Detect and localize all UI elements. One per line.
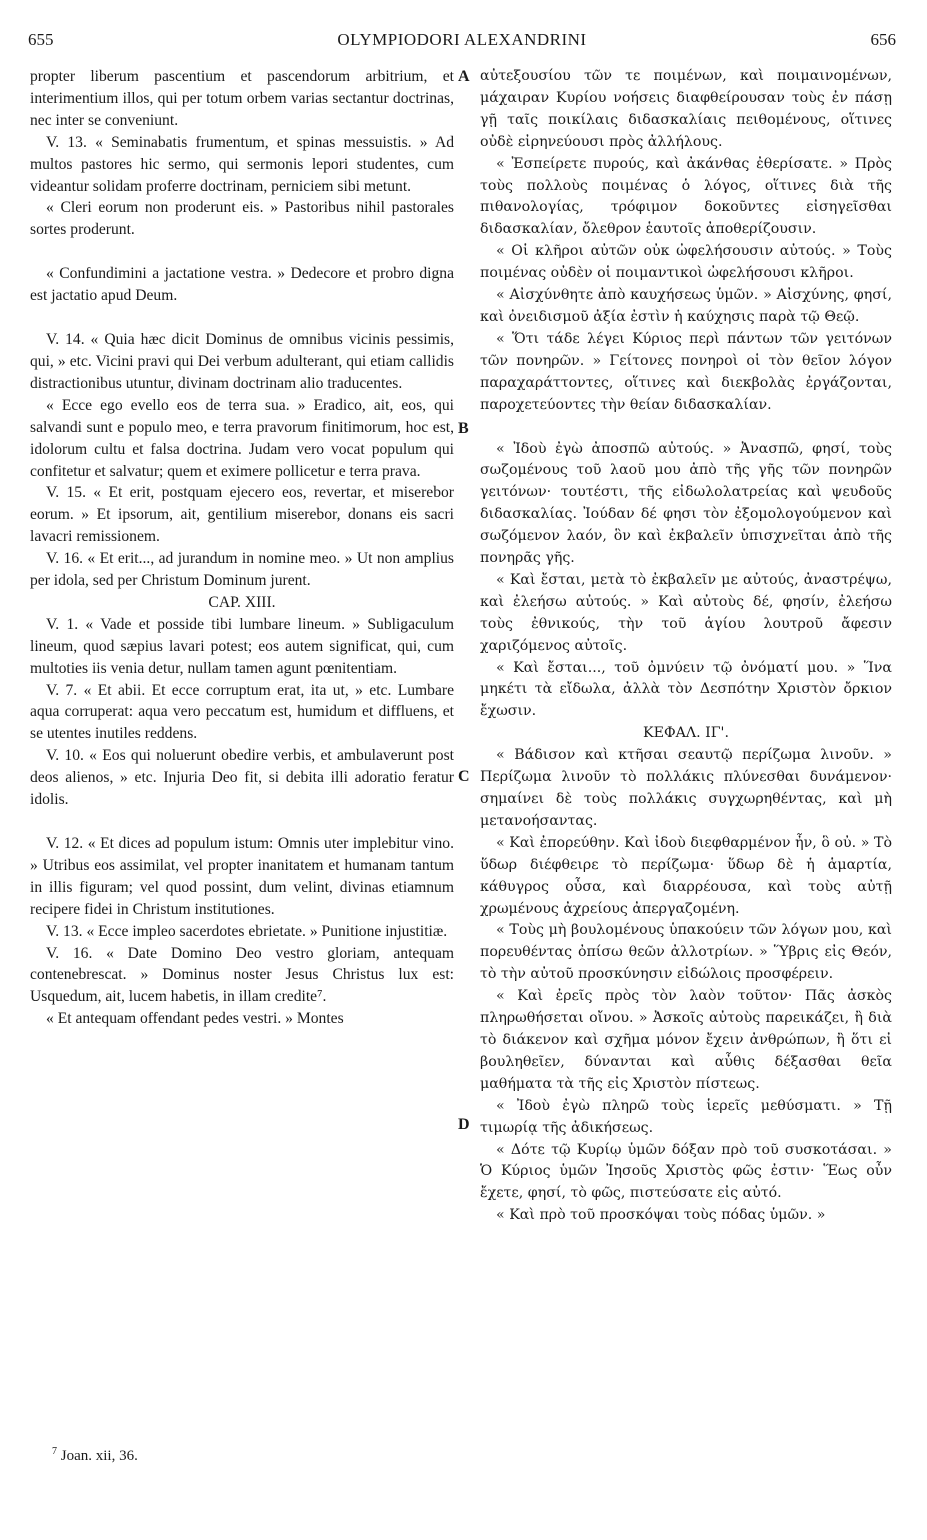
greek-paragraph: « Καὶ ἔσται..., τοῦ ὀμνύειν τῷ ὀνόματί μου. » Ἵνα μηκέτι τὰ εἴδωλα, ἀλλὰ τὸν Δεσπότην Χριστὸν ὄρκιον ἔχωσιν.	[480, 659, 892, 720]
greek-paragraph: « Καὶ ἐπορεύθην. Καὶ ἰδοὺ διεφθαρμένον ἦν, ὃ οὐ. » Τὸ ὕδωρ διέφθειρε τὸ περίζωμα· ὕδωρ δὲ ἡ ἁμαρτία, κάθυγρος οὖσα, καὶ διαρρέουσα, καὶ τοὺς αὐτῇ χρωμένους ἀχρείους ἀπεργαζομένη.	[480, 834, 892, 917]
chapter-heading-latin: CAP. XIII.	[208, 593, 276, 611]
latin-paragraph: V. 12. « Et dices ad populum istum: Omnis uter implebitur vino. » Utribus eos assimilat, vel propter inanitatem et humanam tantum in illis figuram; vel quod possint, dum velint, divinas etiamnum recipere fidei in Christum institutiones.	[30, 835, 454, 918]
greek-paragraph: « Καὶ ἐρεῖς πρὸς τὸν λαὸν τοῦτον· Πᾶς ἀσκὸς πληρωθήσεται οἴνου. » Ἀσκοῖς αὐτοὺς παρεικάζει, ἢ διὰ τὸ διάκενον καὶ σχῆμα μόνον ἔχειν ἀνθρώπων, ἢ ὅτι εἰ βουληθεῖεν, δύνανται καὶ αὖθις δέξασθαι θεῖα μαθήματα τὰ τῆς εἰς Χριστὸν πίστεως.	[480, 988, 892, 1092]
latin-paragraph: « Confundimini a jactatione vestra. » Dedecore et probro digna est jactatio apud Deum.	[30, 265, 454, 305]
greek-paragraph: « Ἰδοὺ ἐγὼ πληρῶ τοὺς ἱερεῖς μεθύσματι. » Τῇ τιμωρίᾳ τῆς ἀδικήσεως.	[480, 1097, 892, 1136]
margin-marker-a: A	[458, 68, 470, 85]
chapter-heading-greek: ΚΕΦΑΛ. ΙΓ'.	[643, 725, 729, 742]
greek-paragraph: « Βάδισον καὶ κτῆσαι σεαυτῷ περίζωμα λινοῦν. » Περίζωμα λινοῦν τὸ πολλάκις πλύνεσθαι δυνάμενον· σημαίνει δὲ τοὺς πολλάκις συγχωρηθέντας, καὶ μὴ μετανοήσαντας.	[480, 747, 892, 829]
latin-paragraph: V. 13. « Seminabatis frumentum, et spinas messuistis. » Ad multos pastores hic sermo, qui sermonis lepori studentes, cum videantur solidam proferre doctrinam, perniciem sibi metunt.	[30, 133, 454, 195]
page-number-right: 656	[870, 30, 896, 49]
greek-paragraph: « Δότε τῷ Κυρίῳ ὑμῶν δόξαν πρὸ τοῦ συσκοτάσαι. » Ὁ Κύριος ὑμῶν Ἰησοῦς Χριστὸς φῶς ἐστιν· Ἕως οὖν ἔχετε, φησί, τὸ φῶς, πιστεύσατε εἰς αὐτό.	[480, 1141, 892, 1202]
margin-marker-b: B	[458, 420, 469, 437]
latin-paragraph: V. 7. « Et abii. Et ecce corruptum erat, ita ut, » etc. Lumbare aqua corruperat: aqua vero peccatum est, humidum et diffluens, et se utentes inutiles reddens.	[30, 681, 454, 743]
greek-column	[480, 66, 892, 1227]
greek-paragraph: « Οἱ κλῆροι αὐτῶν οὐκ ὠφελήσουσιν αὐτούς. » Τοὺς ποιμένας οὐδὲν οἱ ποιμαντικοὶ ὠφελήσουσι κλῆροι.	[480, 243, 892, 282]
latin-paragraph: V. 16. « Date Domino Deo vestro gloriam, antequam contenebrescat. » Dominus noster Jesus Christus lux est: Usquedum, ait, lucem habetis, in illam credite⁷.	[30, 944, 454, 1006]
latin-paragraph: V. 10. « Eos qui noluerunt obedire verbis, et ambulaverunt post deos alienos, » etc. Injuria Deo fit, si debita illi adoratio feratur idolis.	[30, 747, 454, 809]
greek-paragraph: « Ἰδοὺ ἐγὼ ἀποσπῶ αὐτούς. » Ἀνασπῶ, φησί, τοὺς σωζομένους τοῦ λαοῦ μου ἀπὸ τῆς γῆς τῶν πονηρῶν γειτόνων· τουτέστι, τῆς εἰδωλολατρείας καὶ ψευδοῦς διδασκαλίας. Ἰούδαν δέ φησι τὸν ἐξομολογούμενον καὶ σωζόμενον λαόν, ὃν καὶ ἐκβαλεῖν ὑπισχνεῖται ἀπὸ τῆς πονηρᾶς γῆς.	[480, 440, 892, 567]
latin-paragraph: V. 16. « Et erit..., ad jurandum in nomine meo. » Ut non amplius per idola, sed per Christum Dominum jurent.	[30, 550, 454, 590]
greek-paragraph: « Καὶ ἔσται, μετὰ τὸ ἐκβαλεῖν με αὐτούς, ἀναστρέψω, καὶ ἐλεήσω αὐτούς. » Καὶ αὐτοὺς δέ, φησίν, ἐλεήσω τοὺς ἐθνικούς, τὴν τοῦ ἁγίου λουτροῦ ἄφεσιν χαριζόμενος αὐτοῖς.	[480, 571, 892, 654]
latin-paragraph: « Cleri eorum non proderunt eis. » Pastoribus nihil pastorales sortes proderunt.	[30, 199, 454, 239]
latin-paragraph: V. 13. « Ecce impleo sacerdotes ebrietate. » Punitione injustitiæ.	[46, 922, 448, 940]
margin-marker-d: D	[458, 1116, 470, 1133]
footnote-mark: 7	[52, 1446, 57, 1457]
greek-paragraph: « Ἐσπείρετε πυρούς, καὶ ἀκάνθας ἐθερίσατε. » Πρὸς τοὺς πολλοὺς ποιμένας ὁ λόγος, οἵτινες διὰ τῆς πιθανολογίας, τρόφιμον δοκοῦντες εἰσηγεῖσθαι διδασκαλίαν, ὄλεθρον ἑαυτοῖς ἀποθερίζουσιν.	[480, 155, 892, 238]
greek-paragraph: « Αἰσχύνθητε ἀπὸ καυχήσεως ὑμῶν. » Αἰσχύνης, φησί, καὶ ὀνειδισμοῦ ἀξία ἐστὶν ἡ καύχησις παρὰ τῷ Θεῷ.	[480, 287, 892, 325]
latin-paragraph: V. 15. « Et erit, postquam ejecero eos, revertar, et miserebor eorum. » Et ipsorum, ait, gentilium miserebor, donans eis sacri lavacri remissionem.	[30, 484, 454, 546]
greek-paragraph: « Τοὺς μὴ βουλομένους ὑπακούειν τῶν λόγων μου, καὶ πορευθέντας ὀπίσω θεῶν ἀλλοτρίων. » Ὕβρις εἰς Θεόν, τὸ τὴν αὐτοῦ προσκύνησιν εἰδώλοις προσφέρειν.	[480, 922, 892, 983]
latin-paragraph: « Et antequam offendant pedes vestri. » Montes	[46, 1010, 344, 1028]
footnote	[52, 1446, 138, 1465]
page-header	[28, 30, 896, 56]
latin-paragraph: V. 1. « Vade et posside tibi lumbare lineum. » Subligaculum lineum, quod sæpius lavari potest; eos autem significat, qui, cum multoties iis venia detur, nullam tamen agunt pœnitentiam.	[30, 615, 454, 677]
latin-paragraph: « Ecce ego evello eos de terra sua. » Eradico, ait, eos, qui salvandi sunt e populo meo, e terra pravorum finitimorum, hoc est, idolorum cultu et falsa doctrina. Judam vero vocat populum qui confitetur et salvatur; quem et eximere pollicetur e terra prava.	[30, 396, 454, 480]
latin-column	[30, 66, 454, 1030]
page-number-left: 655	[28, 30, 54, 49]
latin-paragraph: propter liberum pascentium et pascendorum arbitrium, et interimentium illos, qui per totum orbem varias sectantur doctrinas, nec inter se conveniunt.	[30, 68, 454, 129]
latin-paragraph: V. 14. « Quia hæc dicit Dominus de omnibus vicinis pessimis, qui, » etc. Vicini pravi qui Dei verbum adulterant, qui etiam callidis distractionibus utuntur, divinam doctrinam alio traducentes.	[30, 331, 454, 392]
greek-paragraph: « Καὶ πρὸ τοῦ προσκόψαι τοὺς πόδας ὑμῶν. »	[496, 1207, 826, 1224]
greek-paragraph: « Ὅτι τάδε λέγει Κύριος περὶ πάντων τῶν γειτόνων τῶν πονηρῶν. » Γείτονες πονηροὶ οἱ τὸν θεῖον λόγον παραχαράττοντες, οἵτινες καὶ διεκβολὰς ἐργάζονται, παροχετεύοντες τὴν θείαν διδασκαλίαν.	[480, 330, 892, 413]
greek-paragraph: αὐτεξουσίου τῶν τε ποιμένων, καὶ ποιμαινομένων, μάχαιραν Κυρίου νοήσεις διαφθείρουσαν τοὺς ἐν πάσῃ γῇ ταῖς ποικίλαις διδασκαλίαις πειθομένους, οἵτινες οὐδὲ εἰρηνεύουσι πρὸς ἀλλήλους.	[480, 68, 892, 150]
footnote-text: Joan. xii, 36.	[60, 1448, 138, 1464]
running-title: OLYMPIODORI ALEXANDRINI	[337, 30, 587, 49]
margin-marker-c: C	[458, 768, 470, 785]
